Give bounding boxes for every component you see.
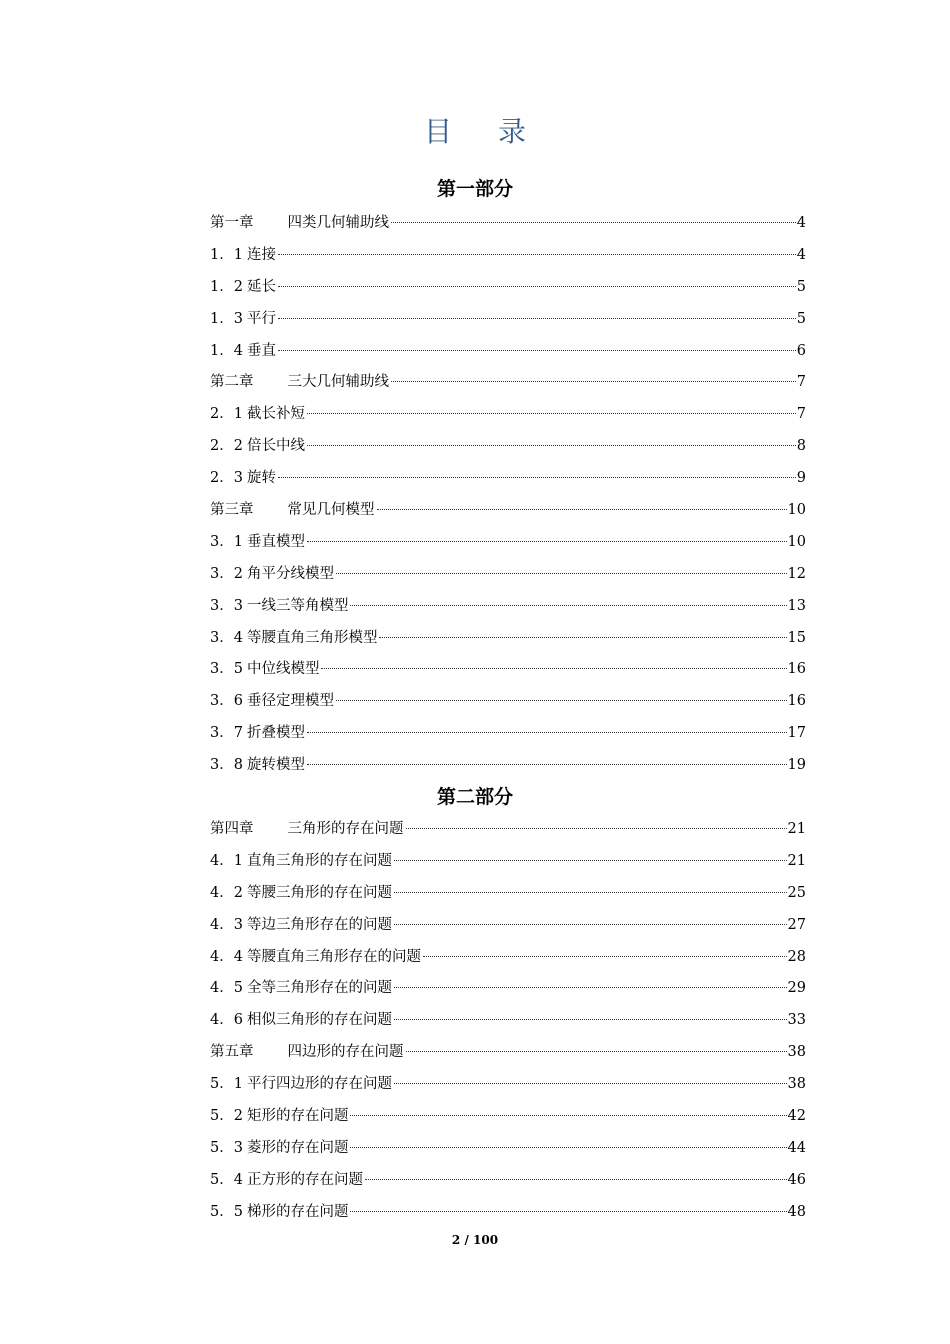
- toc-entry-title: 正方形的存在问题: [246, 1171, 363, 1188]
- toc-entry-title: 角平分线模型: [246, 565, 334, 582]
- toc-section-entry[interactable]: [210, 591, 806, 623]
- toc-section-entry[interactable]: [210, 1133, 806, 1165]
- toc-entry-label: [210, 973, 392, 1005]
- toc-entry-title: 旋转: [246, 470, 276, 487]
- toc-section-entry[interactable]: [210, 654, 806, 686]
- toc-entry-number: 5．3: [210, 1139, 243, 1156]
- toc-page-number: 17: [787, 725, 806, 742]
- toc-dot-leader: [406, 1051, 787, 1052]
- toc-chapter-entry[interactable]: [210, 367, 806, 399]
- toc-dot-leader: [394, 860, 787, 861]
- toc-dot-leader: [321, 668, 786, 669]
- toc-page-number: 10: [787, 502, 806, 519]
- toc-page-number: 5: [796, 278, 806, 295]
- toc-page-number: 38: [787, 1076, 806, 1093]
- toc-entry-number: 3．4: [210, 629, 243, 646]
- toc-section-entry[interactable]: [210, 1069, 806, 1101]
- toc-entry-number: 4．2: [210, 884, 243, 901]
- toc-entry-label: [210, 559, 334, 591]
- toc-entry-number: 5．4: [210, 1171, 243, 1188]
- toc-section-entry[interactable]: [210, 623, 806, 655]
- toc-entry-title: 等腰三角形的存在问题: [246, 884, 392, 901]
- toc-entry-number: 第四章: [210, 821, 254, 837]
- page-title: [0, 112, 950, 152]
- toc-section-entry[interactable]: [210, 1101, 806, 1133]
- toc-entry-number: 1．1: [210, 246, 243, 263]
- toc-entry-title: 四类几何辅助线: [287, 215, 389, 231]
- toc-section-entry[interactable]: [210, 336, 806, 368]
- toc-page-number: 4: [796, 246, 806, 263]
- toc-entry-title: 平行四边形的存在问题: [246, 1076, 392, 1093]
- toc-entry-title: 垂径定理模型: [246, 693, 334, 710]
- toc-page-number: 16: [787, 693, 806, 710]
- toc-dot-leader: [377, 509, 787, 510]
- toc-section-entry[interactable]: [210, 750, 806, 782]
- toc-section-entry[interactable]: [210, 272, 806, 304]
- toc-dot-leader: [394, 987, 787, 988]
- toc-part-one: [210, 208, 806, 782]
- toc-page-number: 33: [787, 1012, 806, 1029]
- toc-entry-number: 1．3: [210, 310, 243, 327]
- toc-dot-leader: [365, 1179, 787, 1180]
- toc-entry-label: [210, 208, 389, 240]
- toc-section-entry[interactable]: [210, 718, 806, 750]
- toc-page-number: 15: [787, 629, 806, 646]
- toc-dot-leader: [394, 892, 787, 893]
- toc-entry-label: [210, 623, 377, 655]
- toc-section-entry[interactable]: [210, 910, 806, 942]
- toc-dot-leader: [394, 1083, 787, 1084]
- toc-dot-leader: [307, 541, 787, 542]
- toc-entry-number: 5．1: [210, 1076, 243, 1093]
- toc-entry-label: [210, 814, 404, 846]
- toc-entry-title: 相似三角形的存在问题: [246, 1012, 392, 1029]
- title-char-1: 目: [423, 115, 452, 148]
- toc-dot-leader: [336, 700, 787, 701]
- toc-page-number: 6: [796, 342, 806, 359]
- toc-entry-title: 截长补短: [246, 406, 305, 423]
- toc-entry-label: [210, 591, 348, 623]
- toc-entry-number: 3．8: [210, 757, 243, 774]
- toc-entry-title: 等腰直角三角形存在的问题: [246, 948, 421, 965]
- toc-chapter-entry[interactable]: [210, 814, 806, 846]
- toc-page-number: 7: [796, 406, 806, 423]
- toc-page-number: 16: [787, 661, 806, 678]
- toc-entry-title: 旋转模型: [246, 757, 305, 774]
- toc-dot-leader: [307, 764, 787, 765]
- toc-entry-label: [210, 304, 276, 336]
- toc-page-number: 12: [787, 565, 806, 582]
- toc-entry-title: 矩形的存在问题: [246, 1108, 349, 1125]
- toc-entry-label: [210, 878, 392, 910]
- toc-page-number: 21: [787, 852, 806, 869]
- toc-entry-number: 1．4: [210, 342, 243, 359]
- toc-dot-leader: [278, 286, 796, 287]
- toc-entry-label: [210, 367, 389, 399]
- toc-page-number: 27: [787, 916, 806, 933]
- toc-chapter-entry[interactable]: [210, 208, 806, 240]
- toc-page-number: 29: [787, 980, 806, 997]
- part-one-heading: 第一部分: [436, 178, 513, 200]
- toc-dot-leader: [350, 605, 786, 606]
- toc-page-number: 38: [787, 1044, 806, 1061]
- toc-entry-label: [210, 431, 305, 463]
- toc-entry-number: 3．3: [210, 597, 243, 614]
- toc-entry-title: 等腰直角三角形模型: [246, 629, 378, 646]
- toc-page-number: 5: [796, 310, 806, 327]
- toc-entry-title: 全等三角形存在的问题: [246, 980, 392, 997]
- toc-entry-title: 直角三角形的存在问题: [246, 852, 392, 869]
- toc-entry-number: 4．4: [210, 948, 243, 965]
- page-number-footer: 2 / 100: [451, 1233, 499, 1247]
- toc-entry-label: [210, 1101, 348, 1133]
- toc-entry-number: 2．2: [210, 438, 243, 455]
- toc-entry-label: [210, 1165, 363, 1197]
- toc-page-number: 28: [787, 948, 806, 965]
- toc-page-number: 44: [787, 1139, 806, 1156]
- toc-dot-leader: [379, 637, 786, 638]
- toc-dot-leader: [307, 413, 796, 414]
- toc-entry-label: [210, 1133, 348, 1165]
- toc-entry-number: 4．5: [210, 980, 243, 997]
- toc-page-number: 19: [787, 757, 806, 774]
- toc-entry-number: 第三章: [210, 502, 254, 519]
- toc-entry-number: 1．2: [210, 278, 243, 295]
- toc-entry-number: 4．3: [210, 916, 243, 933]
- toc-dot-leader: [307, 445, 796, 446]
- toc-page-number: 13: [787, 597, 806, 614]
- toc-dot-leader: [278, 254, 796, 255]
- toc-entry-title: 连接: [246, 246, 276, 263]
- toc-entry-label: [210, 718, 305, 750]
- toc-entry-title: 倍长中线: [246, 438, 305, 455]
- toc-entry-title: 常见几何模型: [287, 502, 375, 519]
- toc-entry-number: 5．2: [210, 1108, 243, 1125]
- toc-section-entry[interactable]: [210, 304, 806, 336]
- toc-dot-leader: [350, 1115, 786, 1116]
- toc-entry-number: 3．2: [210, 565, 243, 582]
- toc-page-number: 42: [787, 1108, 806, 1125]
- toc-dot-leader: [391, 381, 796, 382]
- toc-section-entry[interactable]: [210, 463, 806, 495]
- toc-page-number: 7: [796, 374, 806, 391]
- toc-entry-title: 平行: [246, 310, 276, 327]
- toc-dot-leader: [391, 222, 796, 223]
- toc-part-two: [210, 814, 806, 1229]
- toc-section-entry[interactable]: [210, 846, 806, 878]
- toc-entry-label: [210, 399, 305, 431]
- toc-entry-label: [210, 654, 319, 686]
- toc-dot-leader: [307, 732, 787, 733]
- toc-entry-number: 2．1: [210, 406, 243, 423]
- toc-dot-leader: [350, 1211, 786, 1212]
- toc-entry-number: 4．1: [210, 852, 243, 869]
- toc-section-entry[interactable]: [210, 878, 806, 910]
- toc-page-number: 9: [796, 470, 806, 487]
- toc-page-number: 10: [787, 533, 806, 550]
- toc-entry-number: 3．5: [210, 661, 243, 678]
- toc-page-number: 25: [787, 884, 806, 901]
- toc-entry-title: 延长: [246, 278, 276, 295]
- toc-entry-number: 第一章: [210, 215, 254, 231]
- toc-entry-title: 菱形的存在问题: [246, 1139, 349, 1156]
- toc-section-entry[interactable]: [210, 559, 806, 591]
- toc-entry-label: [210, 1197, 348, 1229]
- toc-entry-title: 垂直: [246, 342, 276, 359]
- toc-dot-leader: [423, 956, 787, 957]
- toc-entry-number: 4．6: [210, 1012, 243, 1029]
- toc-chapter-entry[interactable]: [210, 1037, 806, 1069]
- toc-entry-title: 垂直模型: [246, 533, 305, 550]
- toc-section-entry[interactable]: [210, 1197, 806, 1229]
- toc-entry-number: 3．7: [210, 725, 243, 742]
- toc-entry-number: 第二章: [210, 374, 254, 391]
- toc-entry-title: 梯形的存在问题: [246, 1203, 349, 1220]
- toc-page-number: 48: [787, 1203, 806, 1220]
- toc-entry-label: [210, 846, 392, 878]
- toc-entry-label: [210, 942, 421, 974]
- part-two-heading: 第二部分: [436, 786, 513, 808]
- toc-page-number: 46: [787, 1171, 806, 1188]
- toc-dot-leader: [278, 318, 796, 319]
- toc-dot-leader: [350, 1147, 786, 1148]
- toc-entry-label: [210, 1005, 392, 1037]
- toc-entry-label: [210, 240, 276, 272]
- toc-entry-number: 3．1: [210, 533, 243, 550]
- toc-dot-leader: [278, 350, 796, 351]
- toc-section-entry[interactable]: [210, 431, 806, 463]
- toc-entry-title: 四边形的存在问题: [287, 1044, 404, 1061]
- toc-entry-label: [210, 463, 276, 495]
- toc-section-entry[interactable]: [210, 399, 806, 431]
- toc-dot-leader: [278, 477, 796, 478]
- toc-section-entry[interactable]: [210, 942, 806, 974]
- toc-entry-title: 三大几何辅助线: [287, 374, 389, 391]
- toc-entry-label: [210, 686, 334, 718]
- toc-entry-label: [210, 750, 305, 782]
- toc-entry-label: [210, 495, 375, 527]
- toc-section-entry[interactable]: [210, 686, 806, 718]
- toc-entry-number: 3．6: [210, 693, 243, 710]
- toc-entry-number: 第五章: [210, 1044, 254, 1061]
- toc-entry-title: 一线三等角模型: [246, 597, 349, 614]
- toc-entry-label: [210, 272, 276, 304]
- toc-page-number: 21: [787, 821, 806, 837]
- toc-entry-label: [210, 336, 276, 368]
- toc-entry-title: 三角形的存在问题: [287, 821, 404, 837]
- toc-page-number: 4: [796, 215, 806, 231]
- toc-entry-title: 折叠模型: [246, 725, 305, 742]
- toc-entry-number: 5．5: [210, 1203, 243, 1220]
- toc-entry-title: 中位线模型: [246, 661, 320, 678]
- toc-chapter-entry[interactable]: [210, 495, 806, 527]
- toc-entry-label: [210, 910, 392, 942]
- toc-entry-label: [210, 1069, 392, 1101]
- toc-dot-leader: [406, 828, 787, 829]
- toc-entry-number: 2．3: [210, 470, 243, 487]
- toc-section-entry[interactable]: [210, 527, 806, 559]
- toc-section-entry[interactable]: [210, 240, 806, 272]
- toc-section-entry[interactable]: [210, 1165, 806, 1197]
- toc-dot-leader: [394, 1019, 787, 1020]
- toc-section-entry[interactable]: [210, 973, 806, 1005]
- toc-entry-title: 等边三角形存在的问题: [246, 916, 392, 933]
- title-char-2: 录: [498, 115, 527, 148]
- toc-page-number: 8: [796, 438, 806, 455]
- toc-section-entry[interactable]: [210, 1005, 806, 1037]
- toc-entry-label: [210, 527, 305, 559]
- toc-dot-leader: [336, 573, 787, 574]
- toc-entry-label: [210, 1037, 404, 1069]
- toc-dot-leader: [394, 924, 787, 925]
